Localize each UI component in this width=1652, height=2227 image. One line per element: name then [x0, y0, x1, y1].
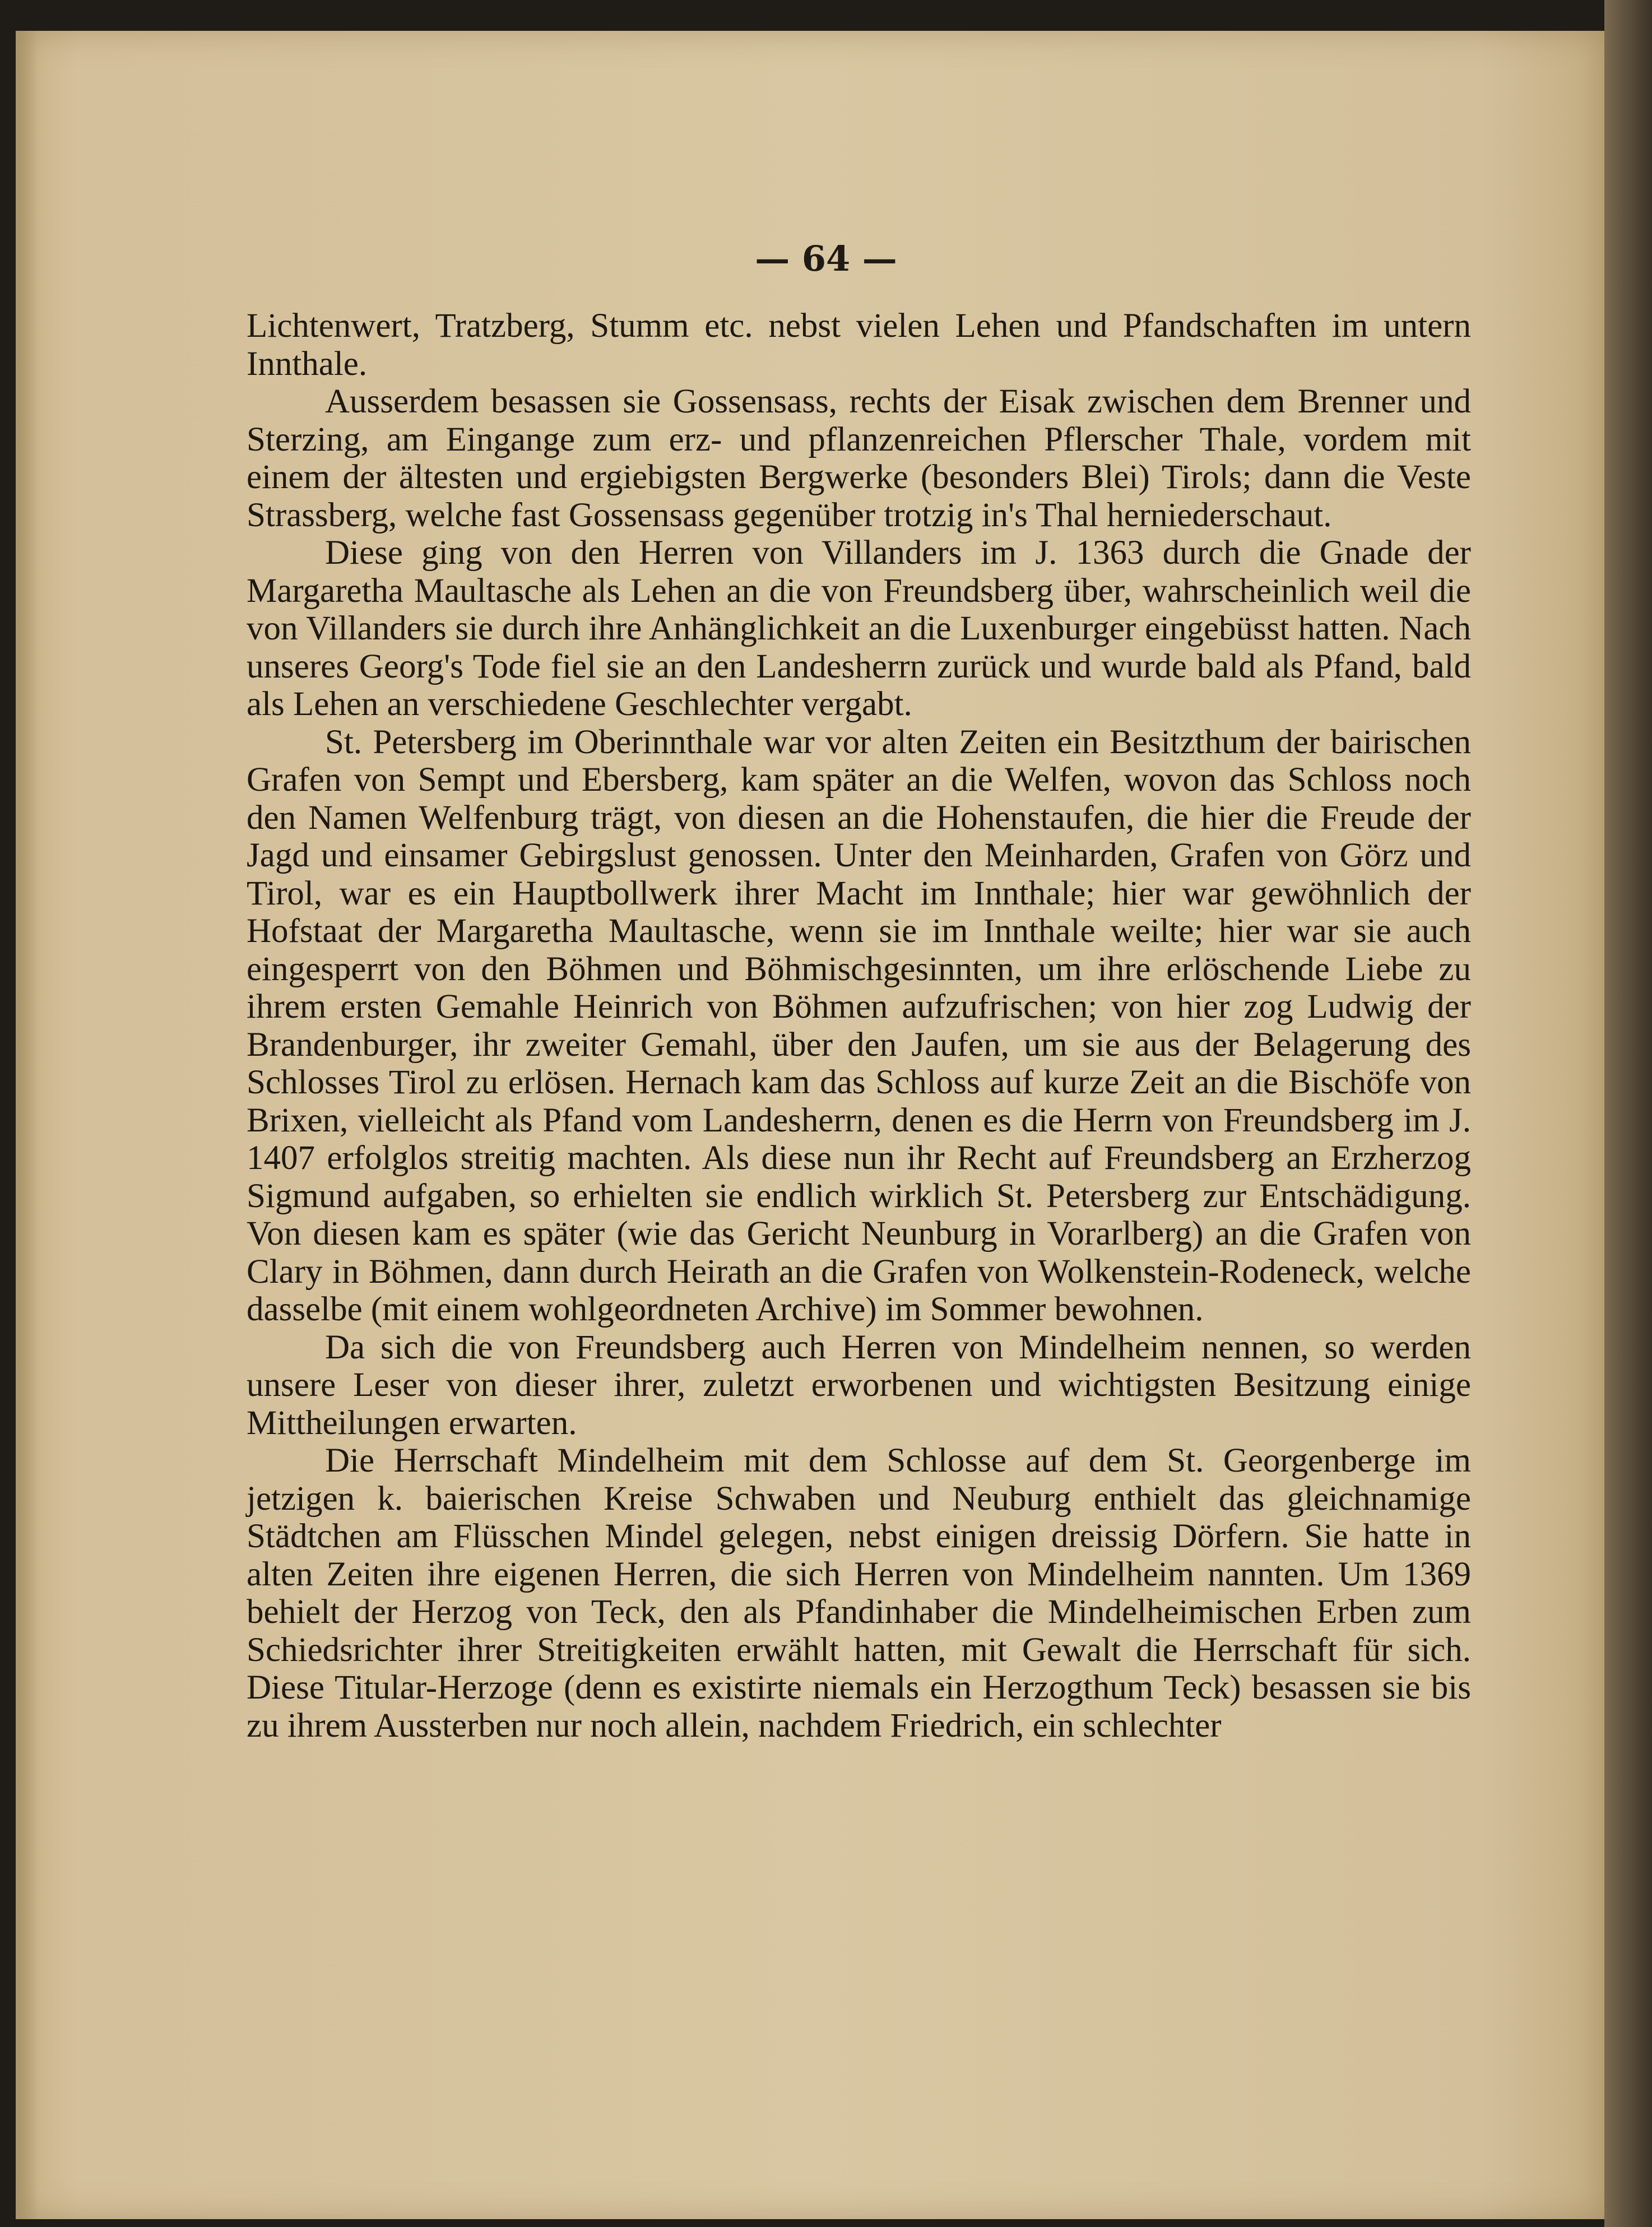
paragraph: Diese ging von den Herren von Villanders im J. 1363 durch die Gnade der Margaretha Maultasche als Lehen an die von Freundsberg über, wahrscheinlich weil die von Villanders sie durch ihre Anhänglichkeit an die Luxenburger eingebüsst hatten. Nach unseres Georg's Tode fiel sie an den Landesherrn zurück und wurde bald als Pfand, bald als Lehen an verschiedene Geschlechter vergabt.: [247, 534, 1471, 723]
facing-page-edge: [1604, 0, 1652, 2227]
paragraph: Die Herrschaft Mindelheim mit dem Schlosse auf dem St. Georgenberge im jetzigen k. baierischen Kreise Schwaben und Neuburg enthielt das gleichnamige Städtchen am Flüsschen Mindel gelegen, nebst einigen dreissig Dörfern. Sie hatte in alten Zeiten ihre eigenen Herren, die sich Herren von Mindelheim nannten. Um 1369 behielt der Herzog von Teck, den als Pfandinhaber die Mindelheimischen Erben zum Schiedsrichter ihrer Streitigkeiten erwählt hatten, mit Gewalt die Herrschaft für sich. Diese Titular-Herzoge (denn es existirte niemals ein Herzogthum Teck) besassen sie bis zu ihrem Aussterben nur noch allein, nachdem Friedrich, ein schlechter: [247, 1442, 1471, 1745]
paragraph: Da sich die von Freundsberg auch Herren von Mindelheim nennen, so werden unsere Leser von dieser ihrer, zuletzt erworbenen und wichtigsten Besitzung einige Mittheilungen erwarten.: [247, 1328, 1471, 1442]
page-number: — 64 —: [755, 238, 897, 279]
paragraph: Lichtenwert, Tratzberg, Stumm etc. nebst vielen Lehen und Pfandschaften im untern Innthale.: [247, 307, 1471, 383]
paragraph: Ausserdem besassen sie Gossensass, rechts der Eisak zwischen dem Brenner und Sterzing, am Eingange zum erz- und pflanzenreichen Pflerscher Thale, vordem mit einem der ältesten und ergiebigsten Bergwerke (besonders Blei) Tirols; dann die Veste Strassberg, welche fast Gossensass gegenüber trotzig in's Thal herniederschaut.: [247, 383, 1471, 534]
body-text: [247, 307, 1471, 1745]
page-gutter: [16, 31, 38, 2219]
paragraph: St. Petersberg im Oberinnthale war vor alten Zeiten ein Besitzthum der bairischen Grafen von Sempt und Ebersberg, kam später an die Welfen, wovon das Schloss noch den Namen Welfenburg trägt, von diesen an die Hohenstaufen, die hier die Freude der Jagd und einsamer Gebirgslust genossen. Unter den Meinharden, Grafen von Görz und Tirol, war es ein Hauptbollwerk ihrer Macht im Innthale; hier war gewöhnlich der Hofstaat der Margaretha Maultasche, wenn sie im Innthale weilte; hier war sie auch eingesperrt von den Böhmen und Böhmischgesinnten, um ihre erlöschende Liebe zu ihrem ersten Gemahle Heinrich von Böhmen aufzufrischen; von hier zog Ludwig der Brandenburger, ihr zweiter Gemahl, über den Jaufen, um sie aus der Belagerung des Schlosses Tirol zu erlösen. Hernach kam das Schloss auf kurze Zeit an die Bischöfe von Brixen, vielleicht als Pfand vom Landesherrn, denen es die Herrn von Freundsberg im J. 1407 erfolglos streitig machten. Als diese nun ihr Recht auf Freundsberg an Erzherzog Sigmund aufgaben, so erhielten sie endlich wirklich St. Petersberg zur Entschädigung. Von diesen kam es später (wie das Gericht Neunburg in Vorarlberg) an die Grafen von Clary in Böhmen, dann durch Heirath an die Grafen von Wolkenstein-Rodeneck, welche dasselbe (mit einem wohlgeordneten Archive) im Sommer bewohnen.: [247, 723, 1471, 1328]
